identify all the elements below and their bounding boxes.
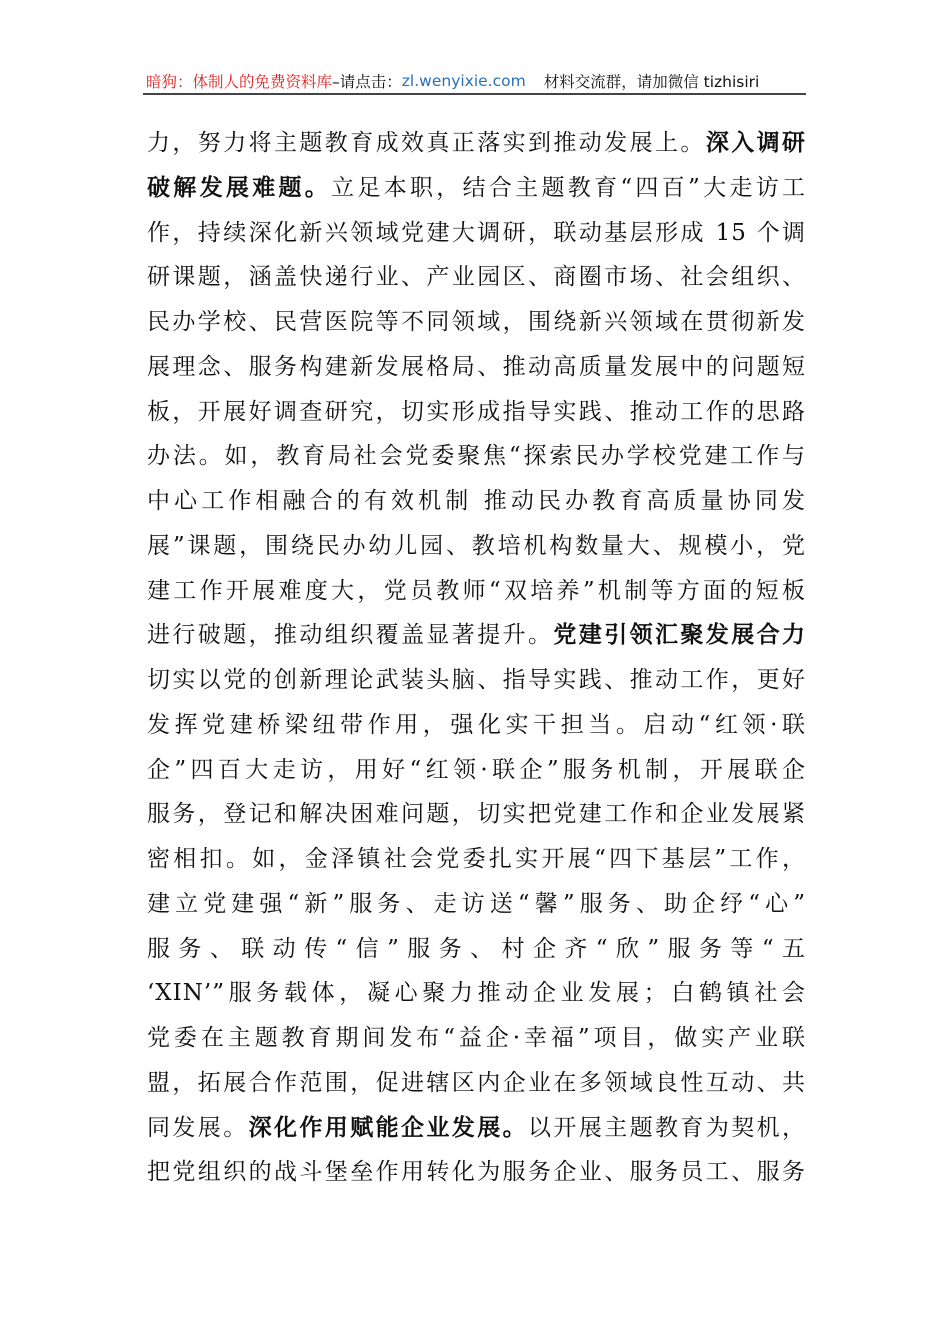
bold-heading-text: 深化作用赋能企业发展。 [248,1114,529,1141]
paragraph-text: 发挥党建桥梁纽带作用，强化实干担当。启动“红领·联 [147,711,806,738]
paragraph-text: 展”课题，围绕民办幼儿园、教培机构数量大、规模小，党 [147,532,806,559]
text-line [147,927,806,972]
promo-text: 暗狗：体制人的免费资料库 [146,73,333,91]
text-line [147,837,806,882]
paragraph-text: 力，努力将主题教育成效真正落实到推动发展上。 [147,130,706,156]
paragraph-text: ‘XIN’”服务载体，凝心聚力推动企业发展；白鹤镇社会 [147,980,806,1007]
text-line [147,166,806,211]
paragraph-text: 切实以党的创新理论武装头脑、指导实践、推动工作，更好 [147,667,806,693]
text-line [147,390,806,435]
paragraph-text: 服务、联动传“信”服务、村企齐“欣”服务等“五 [147,935,806,962]
wechat-note: 材料交流群，请加微信 tizhisiri [543,73,760,91]
text-line [147,792,806,837]
paragraph-text: 办法。如，教育局社会党委聚焦“探索民办学校党建工作与 [147,443,806,470]
text-line [147,882,806,927]
paragraph-text: 同发展。 [147,1114,249,1141]
bold-heading-text: 党建引领汇聚发展合力 [553,622,807,649]
paragraph-text: 建立党建强“新”服务、走访送“馨”服务、助企纾“心” [147,890,806,917]
text-line [147,971,806,1016]
text-line [147,748,806,793]
paragraph-text: 展理念、服务构建新发展格局、推动高质量发展中的问题短 [147,353,806,380]
paragraph-text: 企”四百大走访，用好“红领·联企”服务机制，开展联企 [147,756,806,783]
paragraph-text: 板，开展好调查研究，切实形成指导实践、推动工作的思路 [147,398,806,425]
paragraph-text: 服务，登记和解决困难问题，切实把党建工作和企业发展紧 [147,801,806,828]
paragraph-text: 建工作开展难度大，党员教师“双培养”机制等方面的短板 [147,577,806,604]
paragraph-text: 以开展主题教育为契机， [528,1114,807,1141]
paragraph-text: 把党组织的战斗堡垒作用转化为服务企业、服务员工、服务 [147,1159,806,1186]
paragraph-text: 作，持续深化新兴领域党建大调研，联动基层形成 15 个调 [147,219,806,246]
website-link[interactable]: zl.wenyixie.com [401,72,526,90]
page-header [146,70,806,92]
text-line [147,1061,806,1106]
text-line [147,1150,806,1195]
text-line [147,300,806,345]
text-line [147,211,806,256]
text-line [147,434,806,479]
paragraph-text: 密相扣。如，金泽镇社会党委扎实开展“四下基层”工作， [147,846,806,872]
text-line [147,1016,806,1061]
bold-heading-text: 深入调研 [705,130,807,156]
text-line [147,613,806,658]
paragraph-text: 中心工作相融合的有效机制 推动民办教育高质量协同发 [147,488,806,514]
text-line [147,1106,806,1151]
text-line [147,345,806,390]
text-line [147,524,806,569]
text-line [147,255,806,300]
paragraph-text: 盟，拓展合作范围，促进辖区内企业在多领域良性互动、共 [147,1069,806,1096]
text-line [147,703,806,748]
bold-heading-text: 破解发展难题。 [147,174,332,201]
text-line [147,658,806,703]
paragraph-text: 民办学校、民营医院等不同领域，围绕新兴领域在贯彻新发 [147,309,806,335]
click-prompt: –请点击： [332,73,402,91]
paragraph-text: 进行破题，推动组织覆盖显著提升。 [147,622,554,649]
paragraph-text: 立足本职，结合主题教育“四百”大走访工 [331,174,806,201]
paragraph-text: 研课题，涵盖快递行业、产业园区、商圈市场、社会组织、 [147,264,806,291]
text-line [147,479,806,524]
header-divider [143,93,806,95]
paragraph-text: 党委在主题教育期间发布“益企·幸福”项目，做实产业联 [147,1025,806,1051]
document-body [147,121,806,1195]
text-line [147,569,806,614]
text-line [147,121,806,166]
